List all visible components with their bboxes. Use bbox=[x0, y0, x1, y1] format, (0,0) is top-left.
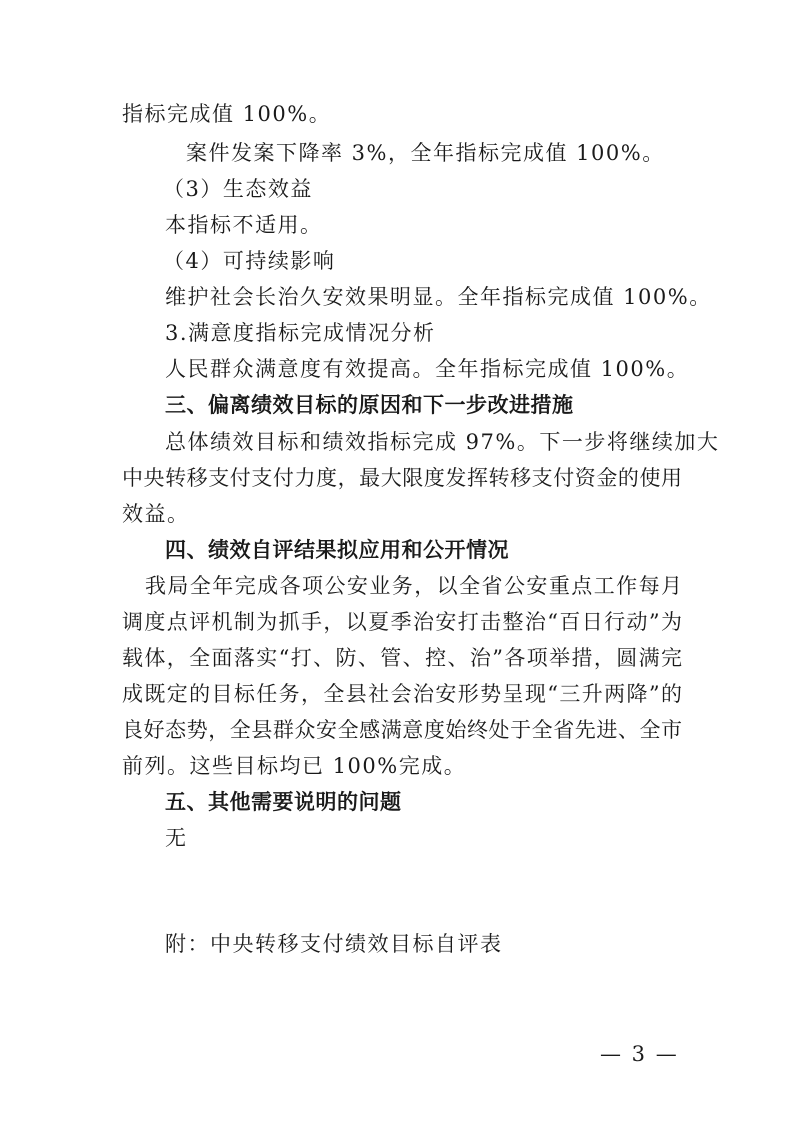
body-line: 良好态势，全县群众安全感满意度始终处于全省先进、全市 bbox=[122, 718, 682, 742]
body-line: 前列。这些目标均已 100%完成。 bbox=[122, 754, 467, 778]
attachment-note: 附：中央转移支付绩效目标自评表 bbox=[165, 932, 503, 956]
subheading-ecological-benefit: （3）生态效益 bbox=[163, 177, 313, 201]
body-line: 效益。 bbox=[122, 502, 190, 526]
section-5-heading: 五、其他需要说明的问题 bbox=[165, 790, 402, 814]
body-line: 调度点评机制为抓手，以夏季治安打击整治“百日行动”为 bbox=[122, 610, 682, 634]
section-3-heading: 三、偏离绩效目标的原因和下一步改进措施 bbox=[165, 393, 574, 417]
body-line: 总体绩效目标和绩效指标完成 97%。下一步将继续加大 bbox=[165, 430, 720, 454]
body-line: 中央转移支付支付力度，最大限度发挥转移支付资金的使用 bbox=[122, 466, 682, 490]
body-line: 载体，全面落实“打、防、管、控、治”各项举措，圆满完 bbox=[122, 646, 682, 670]
body-line: 维护社会长治久安效果明显。全年指标完成值 100%。 bbox=[165, 285, 712, 309]
body-line: 指标完成值 100%。 bbox=[122, 102, 332, 126]
body-line: 本指标不适用。 bbox=[165, 213, 323, 237]
subheading-sustainable-impact: （4）可持续影响 bbox=[163, 249, 336, 273]
body-line: 人民群众满意度有效提高。全年指标完成值 100%。 bbox=[165, 357, 690, 381]
section-4-heading: 四、绩效自评结果拟应用和公开情况 bbox=[165, 538, 509, 562]
subheading-satisfaction: 3.满意度指标完成情况分析 bbox=[165, 321, 436, 345]
body-line: 无 bbox=[165, 826, 188, 850]
page-number: — 3 — bbox=[600, 1042, 679, 1066]
body-line: 案件发案下降率 3%，全年指标完成值 100%。 bbox=[186, 141, 665, 165]
body-line: 我局全年完成各项公安业务，以全省公安重点工作每月 bbox=[145, 574, 682, 598]
body-line: 成既定的目标任务，全县社会治安形势呈现“三升两降”的 bbox=[122, 682, 682, 706]
